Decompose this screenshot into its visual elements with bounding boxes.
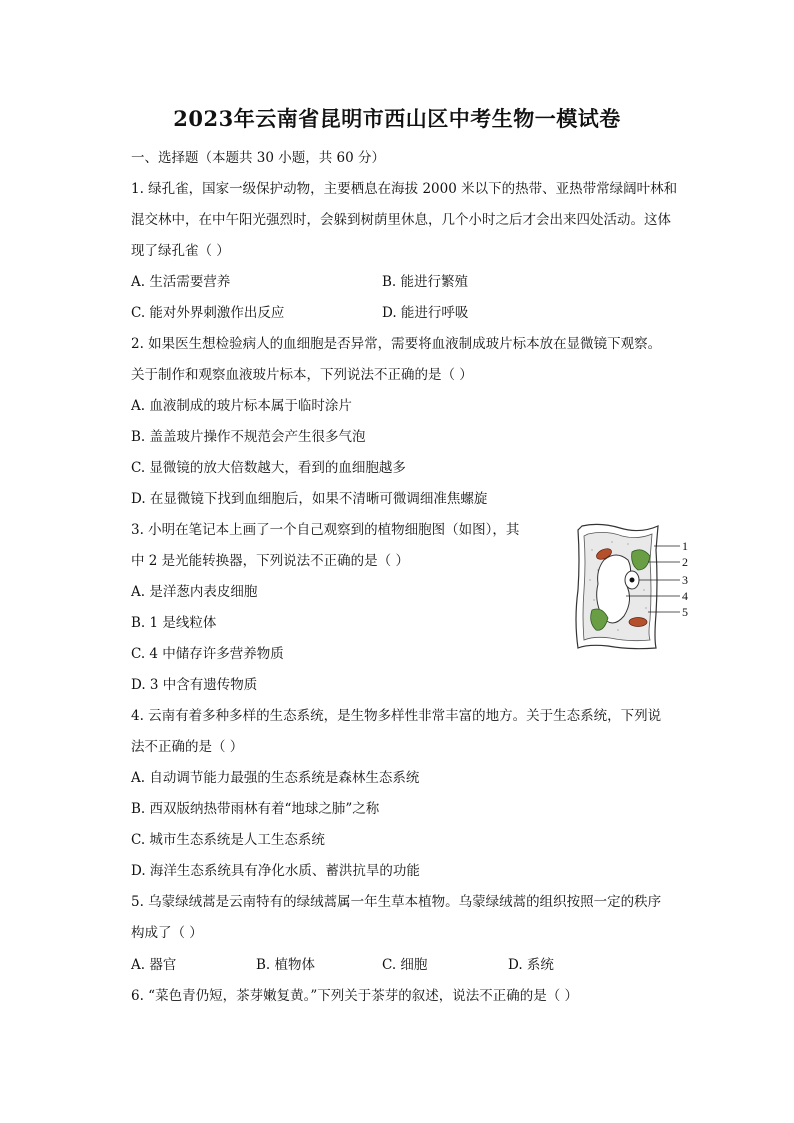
question-5-option-a: A. 器官 (131, 957, 177, 973)
question-3-option-d: D. 3 中含有遗传物质 (131, 677, 258, 693)
question-6-line-1: 6. “菜色青仍短，茶芽嫩复黄。”下列关于茶芽的叙述，说法不正确的是（ ） (131, 988, 579, 1004)
question-4-option-b: B. 西双版纳热带雨林有着“地球之肺”之称 (131, 801, 380, 817)
question-1-line-2: 混交林中，在中午阳光强烈时，会躲到树荫里休息，几个小时之后才会出来四处活动。这体 (131, 212, 671, 228)
section-heading: 一、选择题（本题共 30 小题，共 60 分） (131, 150, 386, 166)
figure-label-1: 1 (682, 539, 688, 553)
figure-label-2: 2 (682, 555, 688, 569)
figure-label-4: 4 (682, 589, 688, 603)
question-4-option-d: D. 海洋生态系统具有净化水质、蓄洪抗旱的功能 (131, 863, 420, 879)
question-5-line-2: 构成了（ ） (131, 925, 203, 941)
question-3-option-c: C. 4 中储存许多营养物质 (131, 646, 284, 662)
question-1-option-b: B. 能进行繁殖 (382, 274, 469, 290)
figure-label-5: 5 (682, 605, 688, 619)
question-1-line-3: 现了绿孔雀（ ） (131, 243, 230, 259)
figure-label-3: 3 (682, 573, 688, 587)
plant-cell-figure (568, 520, 698, 655)
question-4-option-a: A. 自动调节能力最强的生态系统是森林生态系统 (131, 770, 420, 786)
question-5-option-d: D. 系统 (508, 957, 554, 973)
question-4-line-2: 法不正确的是（ ） (131, 739, 244, 755)
question-2-line-1: 2. 如果医生想检验病人的血细胞是否异常，需要将血液制成玻片标本放在显微镜下观察。 (131, 336, 662, 352)
nucleolus (630, 578, 635, 583)
question-3-option-a: A. 是洋葱内表皮细胞 (131, 584, 258, 600)
question-2-option-c: C. 显微镜的放大倍数越大，看到的血细胞越多 (131, 460, 406, 476)
question-1-option-a: A. 生活需要营养 (131, 274, 231, 290)
question-1-line-1: 1. 绿孔雀，国家一级保护动物，主要栖息在海拔 2000 米以下的热带、亚热带常绿阔叶林和 (131, 181, 678, 197)
question-5-line-1: 5. 乌蒙绿绒蒿是云南特有的绿绒蒿属一年生草本植物。乌蒙绿绒蒿的组织按照一定的秩序 (131, 894, 662, 910)
question-2-option-d: D. 在显微镜下找到血细胞后，如果不清晰可微调细准焦螺旋 (131, 491, 488, 507)
question-4-option-c: C. 城市生态系统是人工生态系统 (131, 832, 325, 848)
mitochondrion (629, 618, 647, 627)
exam-title: 2023年云南省昆明市西山区中考生物一模试卷 (173, 106, 621, 131)
question-1-option-d: D. 能进行呼吸 (382, 305, 469, 321)
question-2-line-2: 关于制作和观察血液玻片标本，下列说法不正确的是（ ） (131, 367, 473, 383)
question-3-line-1: 3. 小明在笔记本上画了一个自己观察到的植物细胞图（如图），其 (131, 522, 520, 538)
question-2-option-a: A. 血液制成的玻片标本属于临时涂片 (131, 398, 352, 414)
question-3-option-b: B. 1 是线粒体 (131, 615, 217, 631)
question-5-option-b: B. 植物体 (256, 957, 316, 973)
question-2-option-b: B. 盖盖玻片操作不规范会产生很多气泡 (131, 429, 366, 445)
question-1-option-c: C. 能对外界刺激作出反应 (131, 305, 285, 321)
question-3-line-2: 中 2 是光能转换器，下列说法不正确的是（ ） (131, 553, 409, 569)
question-4-line-1: 4. 云南有着多种多样的生态系统，是生物多样性非常丰富的地方。关于生态系统，下列说 (131, 708, 662, 724)
question-5-option-c: C. 细胞 (382, 957, 428, 973)
